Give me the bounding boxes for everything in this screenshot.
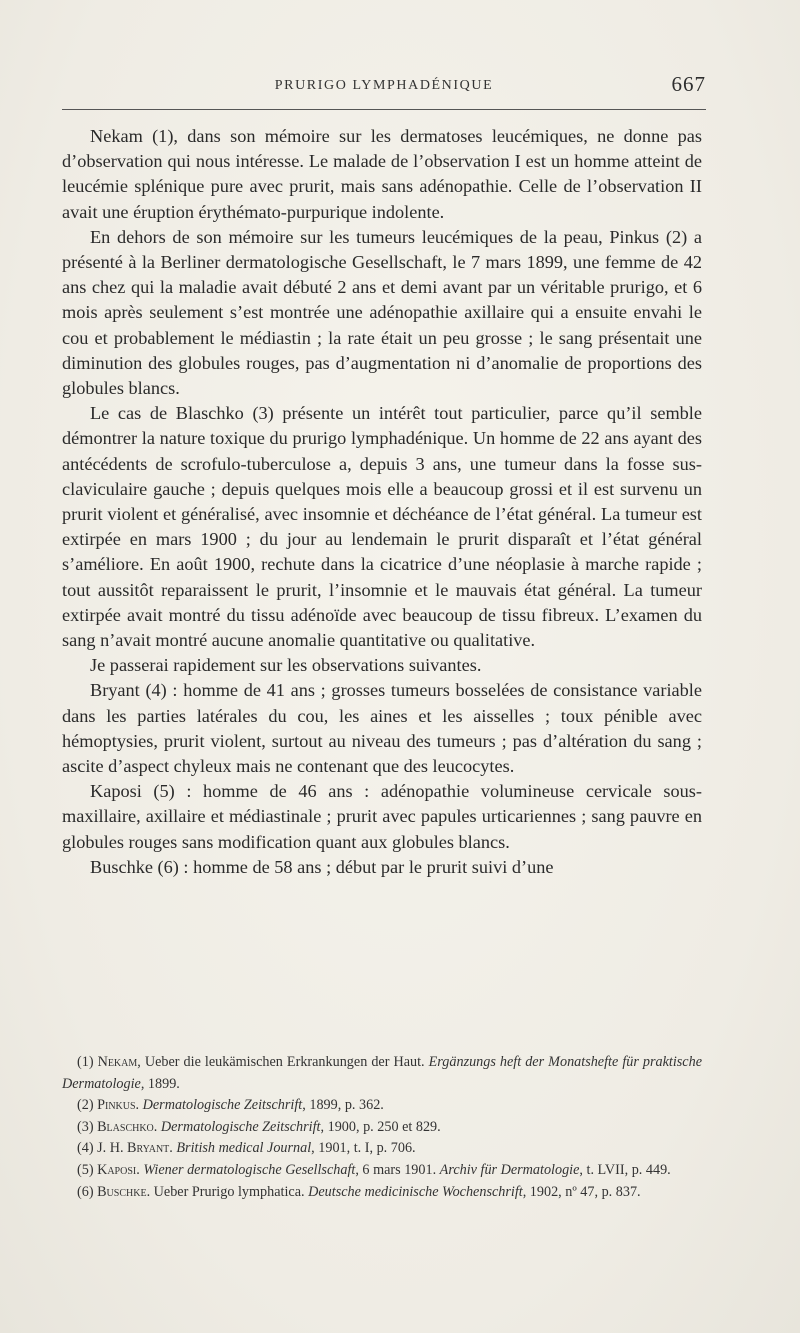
footnote [62, 1095, 702, 1117]
footnote-text: , Ueber die leukämischen Erkrankungen der Haut. [137, 1054, 429, 1070]
footnote-author: Blaschko [97, 1118, 154, 1135]
paragraph: Buschke (6) : homme de 58 ans ; début par le prurit suivi d’une [90, 856, 554, 877]
footnote-text: . [153, 1118, 161, 1135]
footnote-text: . [169, 1140, 177, 1157]
running-title: PRURIGO LYMPHADÉNIQUE [274, 78, 494, 93]
header-rule [62, 109, 706, 110]
footnote-text: . [136, 1161, 144, 1178]
footnote-text: , 1900, p. 250 et 829. [320, 1118, 441, 1135]
footnote-source: Dermatologische Zeitschrift [142, 1097, 303, 1114]
footnote-author: Nekam [97, 1054, 138, 1070]
footnote-text: , 6 mars 1901. [355, 1161, 440, 1178]
body-text [62, 124, 702, 880]
paragraph: En dehors de son mémoire sur les tumeurs leucémiques de la peau, Pinkus (2) a présenté à la Berliner dermatologische Gesellschaft, le 7 mars 1899, une femme de 42 ans chez qui la maladie avait débuté 2 ans et demi avant par un véritable prurigo, et 6 mois après seulement s’est montrée une adénopathie axillaire qui a ensuite envahi le cou et probablement le médiastin ; la rate était un peu grosse ; le sang présentait une diminution des globules rouges, pas d’augmentation ni d’anomalie de proportions des globules blancs. [62, 226, 702, 399]
footnote-source: Dermatologische Zeitschrift [160, 1118, 321, 1135]
footnote-author: Pinkus [97, 1097, 136, 1114]
footnote-source: Ergänzungs heft der Monatshefte für praktische Dermatologie [62, 1054, 702, 1092]
paragraph: Le cas de Blaschko (3) présente un intérêt tout particulier, parce qu’il semble démontrer la nature toxique du prurigo lymphadénique. Un homme de 22 ans ayant des antécédents de scrofulo-tuberculose a, depuis 3 ans, une tumeur dans la fosse sus-claviculaire gauche ; depuis quelques mois elle a beaucoup grossi et il est survenu un prurit violent et généralisé, avec insomnie et déchéance de l’état général. La tumeur est extirpée en mars 1900 ; du jour au lendemain le prurit disparaît et l’état général s’améliore. En août 1900, rechute dans la cicatrice d’une néoplasie à marche rapide ; tout aussitôt reparaissent le prurit, l’insomnie et le mauvais état général. La tumeur extirpée avait montré du tissu adénoïde avec beaucoup de tissu fibreux. L’examen du sang n’avait montré aucune anomalie quantitative ou qualitative. [62, 403, 702, 651]
footnote-text: , 1902, nº 47, p. 837. [522, 1183, 641, 1200]
footnote-mark: (3) [77, 1118, 94, 1135]
footnote-text: , 1901, t. I, p. 706. [311, 1140, 416, 1157]
footnote [62, 1138, 702, 1160]
footnote [62, 1117, 702, 1139]
paragraph: Kaposi (5) : homme de 46 ans : adénopathie volumineuse cervicale sous-maxillaire, axillaire et médiastinale ; prurit avec papules urticariennes ; sang pauvre en globules rouges sans modification quant aux globules blancs. [62, 781, 702, 852]
footnote-source: Archiv für Dermatologie [439, 1161, 580, 1178]
paragraph: Nekam (1), dans son mémoire sur les dermatoses leucémiques, ne donne pas d’observation qui nous intéresse. Le malade de l’observation I est un homme atteint de leucémie splénique pure avec prurit, mais sans adénopathie. Celle de l’observation II avait une éruption érythémato-purpurique indolente. [62, 126, 702, 222]
footnotes [62, 1052, 702, 1203]
footnote-mark: (6) [77, 1183, 94, 1200]
paragraph: Je passerai rapidement sur les observations suivantes. [90, 655, 482, 676]
footnote-source: Wiener dermatologische Gesellschaft [143, 1161, 356, 1178]
footnote-author: Buschke [97, 1183, 147, 1200]
footnote-text: , t. LVII, p. 449. [579, 1161, 671, 1178]
footnote-text: , 1899, p. 362. [302, 1097, 384, 1114]
footnote-text: , 1899. [140, 1075, 180, 1092]
footnote-source: Deutsche medicinische Wochenschrift [308, 1183, 523, 1200]
footnote [62, 1052, 702, 1095]
footnote-text: . Ueber Prurigo lymphatica. [146, 1183, 309, 1200]
footnote [62, 1160, 702, 1182]
footnote-mark: (1) [77, 1054, 94, 1070]
footnote-mark: (2) [77, 1097, 94, 1114]
page-header [62, 72, 706, 102]
paragraph: Bryant (4) : homme de 41 ans ; grosses tumeurs bosselées de consistance variable dans les parties latérales du cou, les aines et les aisselles ; toux pénible avec hémoptysies, prurit violent, surtout au niveau des tumeurs ; pas d’altération du sang ; ascite d’aspect chyleux mais ne contenant que des leucocytes. [62, 680, 702, 777]
footnote-author: J. H. Bryant [97, 1140, 170, 1157]
footnote-mark: (5) [77, 1161, 94, 1178]
footnote [62, 1182, 702, 1204]
footnote-source: British medical Journal [176, 1140, 312, 1157]
page-number: 667 [671, 72, 706, 96]
footnote-author: Kaposi [97, 1161, 137, 1178]
footnote-mark: (4) [77, 1140, 94, 1157]
footnote-text: . [135, 1097, 143, 1114]
